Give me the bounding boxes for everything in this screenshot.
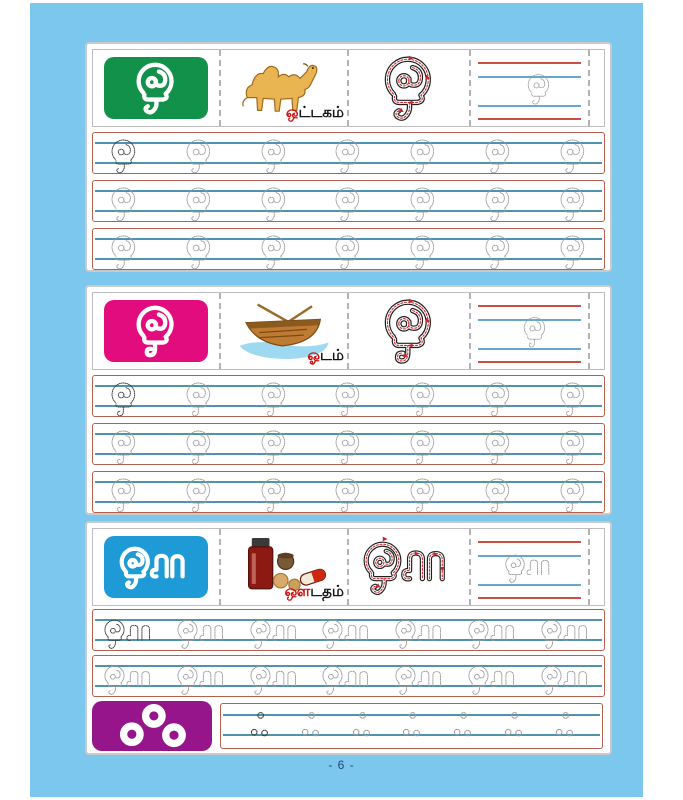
dotted-letter-o-short — [524, 70, 554, 108]
example-cell-boat — [219, 293, 347, 369]
trace-guide-au — [353, 532, 465, 602]
trace-row — [92, 228, 605, 270]
panel-au-header — [92, 528, 605, 606]
panel-o-long — [85, 285, 612, 515]
example-cell-camel — [219, 50, 347, 126]
word-label-ottakam: ஒட்டகம் — [285, 104, 344, 121]
trace-row — [92, 180, 605, 222]
writing-lines-o-long — [469, 293, 590, 369]
word-label-audatham: ஔடதம் — [284, 583, 344, 600]
trace-guide-o-short — [378, 52, 440, 124]
writing-lines-au — [469, 529, 590, 605]
letter-tile-o-short — [104, 57, 208, 119]
dotted-letter-o-long — [520, 313, 550, 351]
example-cell-medicine — [219, 529, 347, 605]
trace-row — [92, 655, 605, 697]
panel-o-long-header — [92, 292, 605, 370]
trace-row-aytham — [220, 703, 603, 749]
page-number: - 6 - — [328, 758, 355, 772]
panel-o-short — [85, 42, 612, 272]
letter-o-short-glyph — [130, 59, 182, 117]
trace-guide-o-long — [378, 295, 440, 367]
panel-o-short-header — [92, 49, 605, 127]
trace-row — [92, 375, 605, 417]
word-label-odam: ஓடம் — [307, 347, 344, 364]
trace-row — [92, 132, 605, 174]
letter-au-glyph — [115, 539, 197, 595]
letter-tile-o-long — [104, 300, 208, 362]
panel-au — [85, 521, 612, 755]
letter-tile-au — [104, 536, 208, 598]
letter-tile-aytham — [92, 701, 212, 751]
trace-row — [92, 609, 605, 651]
letter-aytham-glyph — [97, 703, 207, 749]
trace-row — [92, 423, 605, 465]
dotted-letter-au — [502, 548, 558, 588]
trace-row — [92, 471, 605, 513]
writing-lines-o-short — [469, 50, 590, 126]
letter-o-long-glyph — [130, 302, 182, 360]
